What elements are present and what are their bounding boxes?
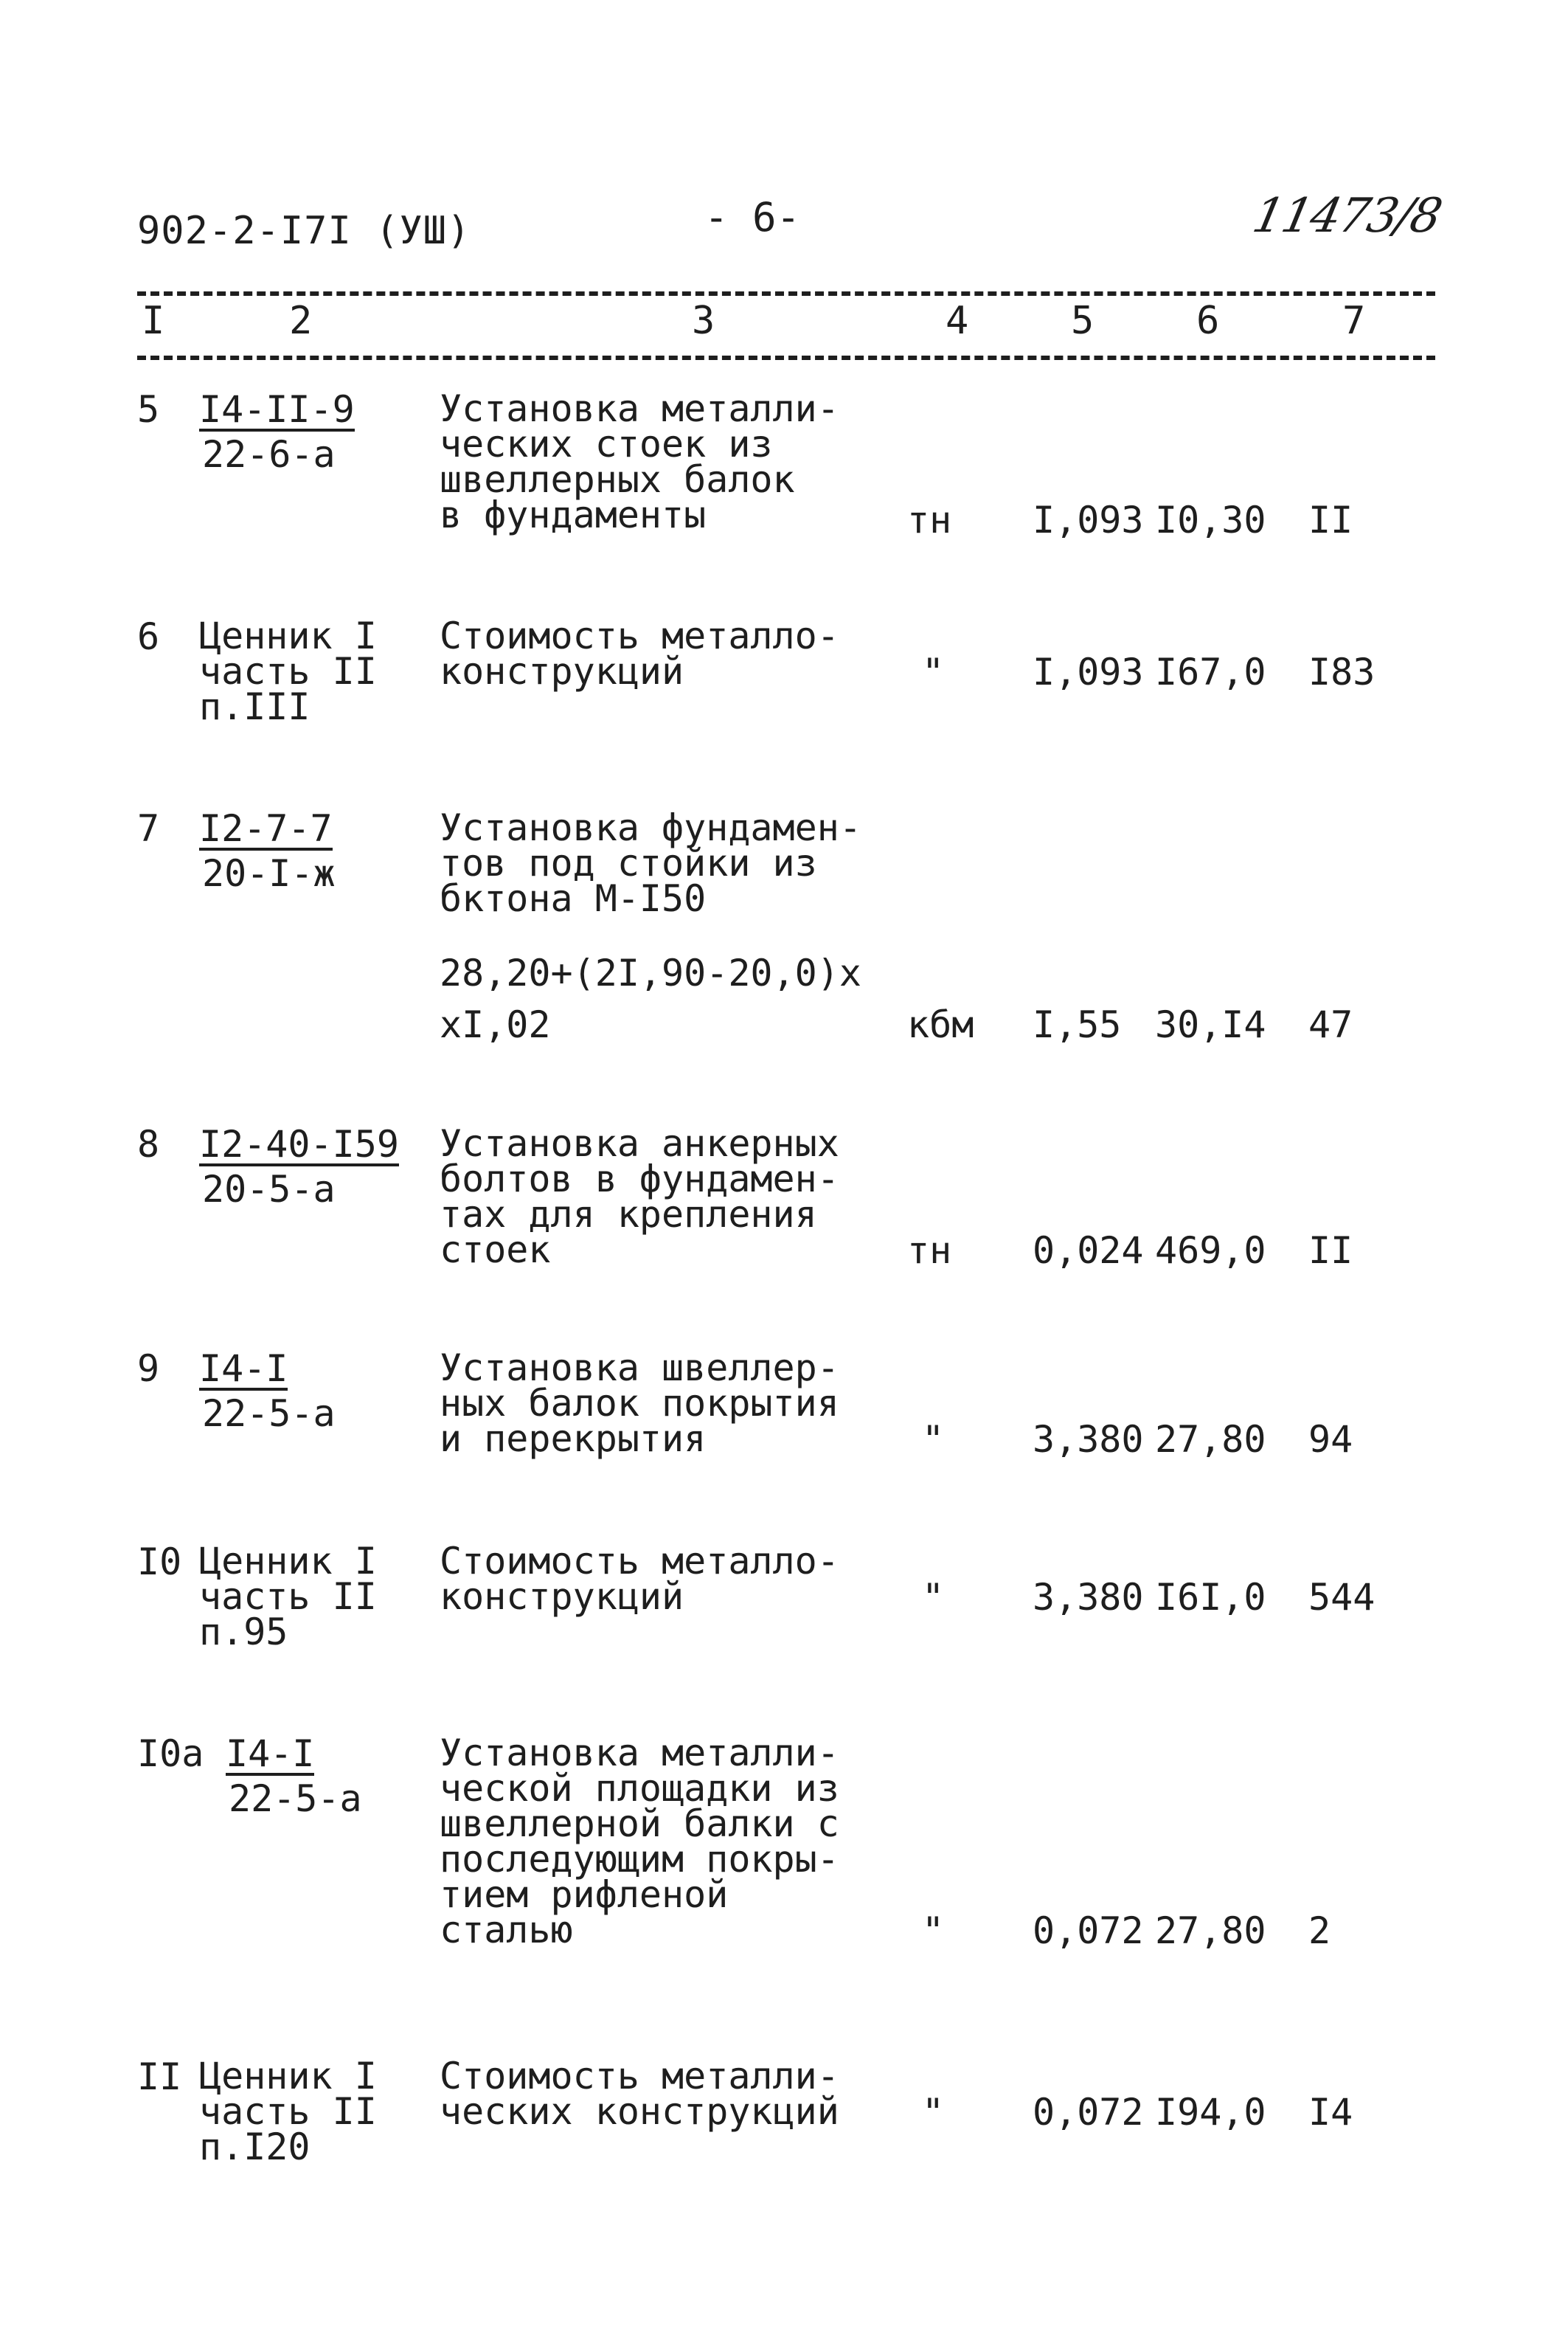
norm-code [199, 1540, 377, 1653]
norm-code [199, 615, 377, 728]
total-cost: I83 [1308, 651, 1376, 694]
description-line: ных балок покрытия [440, 1382, 839, 1425]
norm-code-top: I4-II-9 [199, 388, 355, 431]
row-number: I0а [137, 1732, 204, 1775]
row-number: 9 [137, 1347, 160, 1390]
quantity: 0,072 [1033, 2091, 1144, 2134]
column-number-7: 7 [1342, 299, 1366, 343]
description-line: Установка анкерных [440, 1122, 839, 1165]
unit-ditto: " [922, 2091, 945, 2134]
description-line: и перекрытия [440, 1417, 707, 1460]
unit-ditto: " [922, 1418, 945, 1461]
calculation-formula-line: xI,02 [440, 1003, 551, 1046]
norm-code-line: п.95 [199, 1611, 288, 1653]
quantity: I,093 [1033, 499, 1144, 542]
description-line: Установка металли- [440, 1732, 839, 1774]
norm-code-sub: 22-6-а [202, 433, 336, 476]
column-number-3: 3 [692, 299, 715, 343]
norm-code-line: часть II [199, 650, 377, 693]
total-cost: 94 [1308, 1418, 1353, 1461]
norm-code-line: Ценник I [199, 615, 377, 657]
norm-code-line: п.III [199, 685, 311, 728]
quantity: I,093 [1033, 651, 1144, 694]
column-number-1: I [142, 299, 165, 343]
unit-price: I0,30 [1155, 499, 1266, 542]
unit-price: I94,0 [1155, 2091, 1266, 2134]
norm-code-line: Ценник I [199, 1540, 377, 1583]
work-description [440, 1122, 839, 1271]
description-line: Установка фундамен- [440, 806, 861, 849]
norm-code [199, 1347, 336, 1435]
handwritten-inventory-number: 11473/8 [1248, 189, 1446, 243]
unit-ditto: " [922, 651, 945, 694]
column-number-6: 6 [1196, 299, 1220, 343]
unit: кбм [907, 1003, 974, 1046]
unit-price: I67,0 [1155, 651, 1266, 694]
total-cost: 2 [1308, 1909, 1331, 1952]
norm-code-top: I2-7-7 [199, 807, 333, 850]
row-number: II [137, 2055, 182, 2098]
unit-price: 27,80 [1155, 1418, 1266, 1461]
norm-code [199, 1123, 399, 1211]
document-code: 902-2-I7I (УШ) [137, 209, 471, 253]
description-line: швеллерных балок [440, 458, 795, 501]
norm-code-sub: 22-5-а [229, 1777, 362, 1820]
description-line: Стоимость металли- [440, 2055, 839, 2097]
norm-code-line: п.I20 [199, 2126, 311, 2168]
work-description [440, 1346, 839, 1460]
work-description [440, 615, 839, 693]
norm-code-line: часть II [199, 1575, 377, 1618]
norm-code-sub: 22-5-а [202, 1392, 336, 1435]
norm-code [199, 388, 355, 476]
description-line: ческой площадки из [440, 1767, 839, 1810]
work-description [440, 2055, 839, 2133]
header-rule-top [137, 291, 1435, 296]
row-number: 5 [137, 388, 160, 431]
description-line: Установка швеллер- [440, 1346, 839, 1389]
column-number-2: 2 [289, 299, 313, 343]
norm-code-top: I4-I [226, 1732, 315, 1775]
norm-code [199, 807, 336, 895]
work-description [440, 1732, 839, 1951]
column-number-4: 4 [946, 299, 969, 343]
norm-code-sub: 20-I-ж [202, 852, 336, 895]
description-line: тах для крепления [440, 1193, 817, 1236]
description-line: Установка металли- [440, 387, 839, 430]
total-cost: 47 [1308, 1003, 1353, 1046]
work-description [440, 806, 861, 920]
norm-code-sub: 20-5-а [202, 1168, 336, 1211]
description-line: ческих стоек из [440, 423, 773, 466]
description-line: Стоимость металло- [440, 615, 839, 657]
total-cost: 544 [1308, 1576, 1376, 1619]
unit-price: 469,0 [1155, 1229, 1266, 1272]
norm-code-top: I2-40-I59 [199, 1123, 399, 1166]
description-line: последующим покры- [440, 1838, 839, 1881]
total-cost: II [1308, 1229, 1353, 1272]
unit-price: 27,80 [1155, 1909, 1266, 1952]
description-line: конструкций [440, 650, 684, 693]
norm-code-top: I4-I [199, 1347, 288, 1390]
quantity: I,55 [1033, 1003, 1122, 1046]
description-line: конструкций [440, 1575, 684, 1618]
total-cost: II [1308, 499, 1353, 542]
norm-code [226, 1732, 362, 1820]
description-line: Стоимость металло- [440, 1540, 839, 1583]
description-line: ческих конструкций [440, 2090, 839, 2133]
calculation-formula-line: 28,20+(2I,90-20,0)x [440, 952, 861, 995]
column-number-5: 5 [1071, 299, 1095, 343]
description-line: швеллерной балки с [440, 1802, 839, 1845]
page-number: - 6- [704, 194, 801, 241]
description-line: болтов в фундамен- [440, 1158, 839, 1200]
unit-price: 30,I4 [1155, 1003, 1266, 1046]
norm-code-line: часть II [199, 2090, 377, 2133]
quantity: 3,380 [1033, 1418, 1144, 1461]
unit-ditto: " [922, 1909, 945, 1952]
description-line: стоек [440, 1228, 551, 1271]
description-line: тов под стойки из [440, 842, 817, 885]
quantity: 0,024 [1033, 1229, 1144, 1272]
row-number: 7 [137, 807, 160, 850]
work-description [440, 1540, 839, 1618]
unit-ditto: " [922, 1576, 945, 1619]
row-number: 8 [137, 1123, 160, 1166]
work-description [440, 387, 839, 536]
unit-price: I6I,0 [1155, 1576, 1266, 1619]
quantity: 3,380 [1033, 1576, 1144, 1619]
description-line: в фундаменты [440, 494, 707, 536]
header-rule-bottom [137, 356, 1435, 360]
row-number: I0 [137, 1540, 182, 1583]
description-line: тием рифленой [440, 1873, 729, 1916]
quantity: 0,072 [1033, 1909, 1144, 1952]
unit: тн [907, 499, 952, 542]
description-line: бктона М-I50 [440, 877, 707, 920]
description-line: сталью [440, 1909, 573, 1951]
norm-code [199, 2055, 377, 2168]
unit: тн [907, 1229, 952, 1272]
norm-code-line: Ценник I [199, 2055, 377, 2097]
total-cost: I4 [1308, 2091, 1353, 2134]
row-number: 6 [137, 615, 160, 658]
